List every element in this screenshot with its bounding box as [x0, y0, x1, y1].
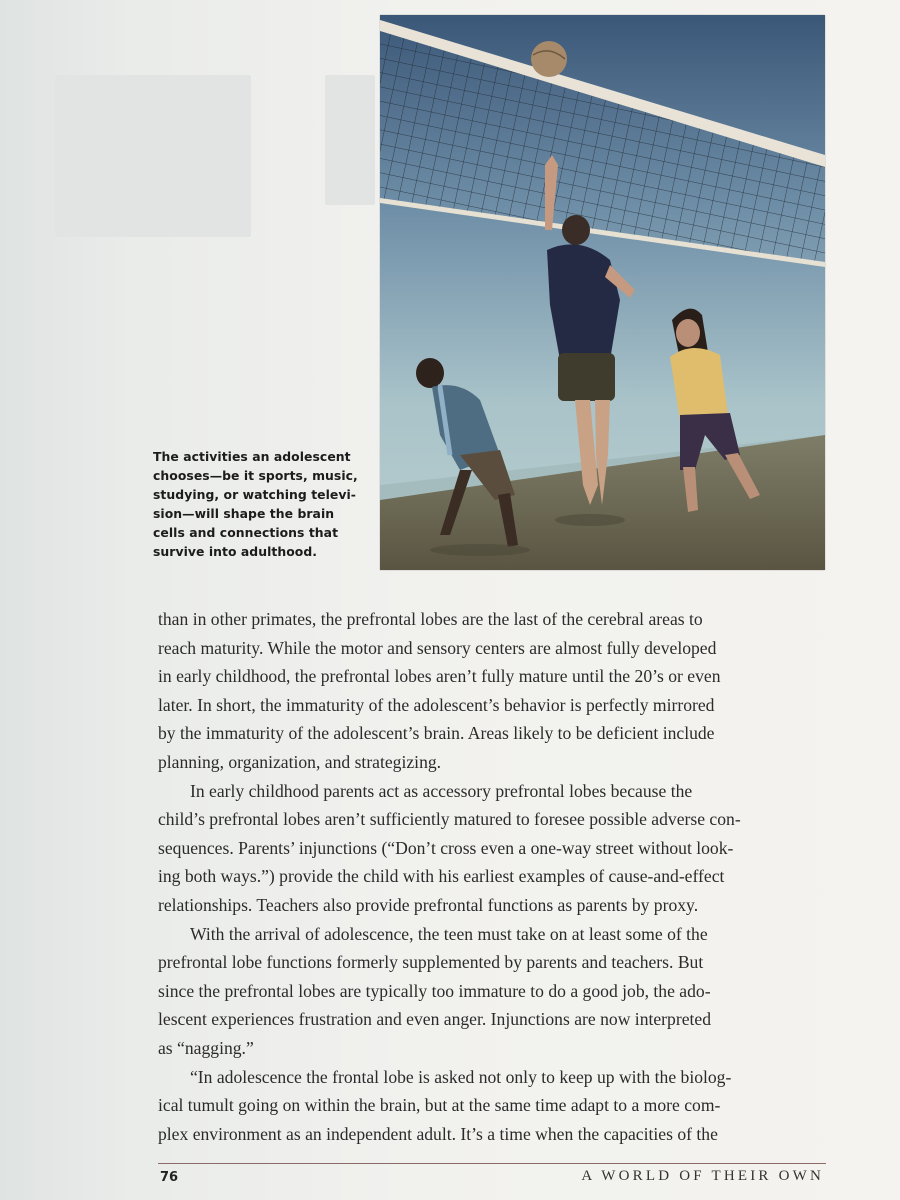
body-line: by the immaturity of the adolescent’s brain. Areas likely to be deficient include	[158, 723, 715, 744]
body-line: sequences. Parents’ injunctions (“Don’t cross even a one-way street without look-	[158, 837, 734, 858]
body-line: later. In short, the immaturity of the adolescent’s behavior is perfectly mirrored	[158, 694, 715, 715]
body-line: prefrontal lobe functions formerly supplemented by parents and teachers. But	[158, 952, 704, 973]
body-line: ical tumult going on within the brain, but at the same time adapt to a more com-	[158, 1095, 721, 1116]
bleed-through-block	[325, 75, 375, 205]
body-line: child’s prefrontal lobes aren’t sufficiently matured to foresee possible adverse con-	[158, 809, 741, 830]
photo-illustration	[380, 15, 825, 570]
body-line: lescent experiences frustration and even anger. Injunctions are now interpreted	[158, 1009, 712, 1030]
body-line: in early childhood, the prefrontal lobes aren’t fully mature until the 20’s or even	[158, 666, 721, 687]
body-line: since the prefrontal lobes are typically too immature to do a good job, the ado-	[158, 980, 711, 1001]
body-line: In early childhood parents act as accessory prefrontal lobes because the	[190, 780, 693, 801]
footer-rule	[158, 1163, 826, 1164]
caption-line: cells and connections that	[153, 525, 339, 540]
caption-line: sion—will shape the brain	[153, 506, 335, 521]
caption-line: survive into adulthood.	[153, 544, 318, 559]
page-number: 76	[160, 1170, 179, 1185]
caption-line: studying, or watching televi-	[153, 487, 357, 502]
body-line: relationships. Teachers also provide prefrontal functions as parents by proxy.	[158, 894, 699, 915]
bleed-through-block	[55, 75, 251, 237]
body-line: ing both ways.”) provide the child with his earliest examples of cause-and-effect	[158, 866, 725, 887]
running-head: A WORLD OF THEIR OWN	[581, 1168, 824, 1184]
body-line: “In adolescence the frontal lobe is asked not only to keep up with the biolog-	[190, 1066, 732, 1087]
body-line: planning, organization, and strategizing.	[158, 751, 442, 772]
caption-line: The activities an adolescent	[153, 449, 351, 464]
body-line: as “nagging.”	[158, 1037, 254, 1058]
beach-volleyball-photo	[380, 15, 825, 570]
body-line: reach maturity. While the motor and sensory centers are almost fully developed	[158, 637, 717, 658]
caption-line: chooses—be it sports, music,	[153, 468, 358, 483]
body-line: With the arrival of adolescence, the teen must take on at least some of the	[190, 923, 708, 944]
photo-caption	[153, 447, 375, 561]
body-text	[158, 605, 818, 1148]
body-line: than in other primates, the prefrontal lobes are the last of the cerebral areas to	[158, 609, 703, 629]
body-line: plex environment as an independent adult. It’s a time when the capacities of the	[158, 1123, 718, 1144]
